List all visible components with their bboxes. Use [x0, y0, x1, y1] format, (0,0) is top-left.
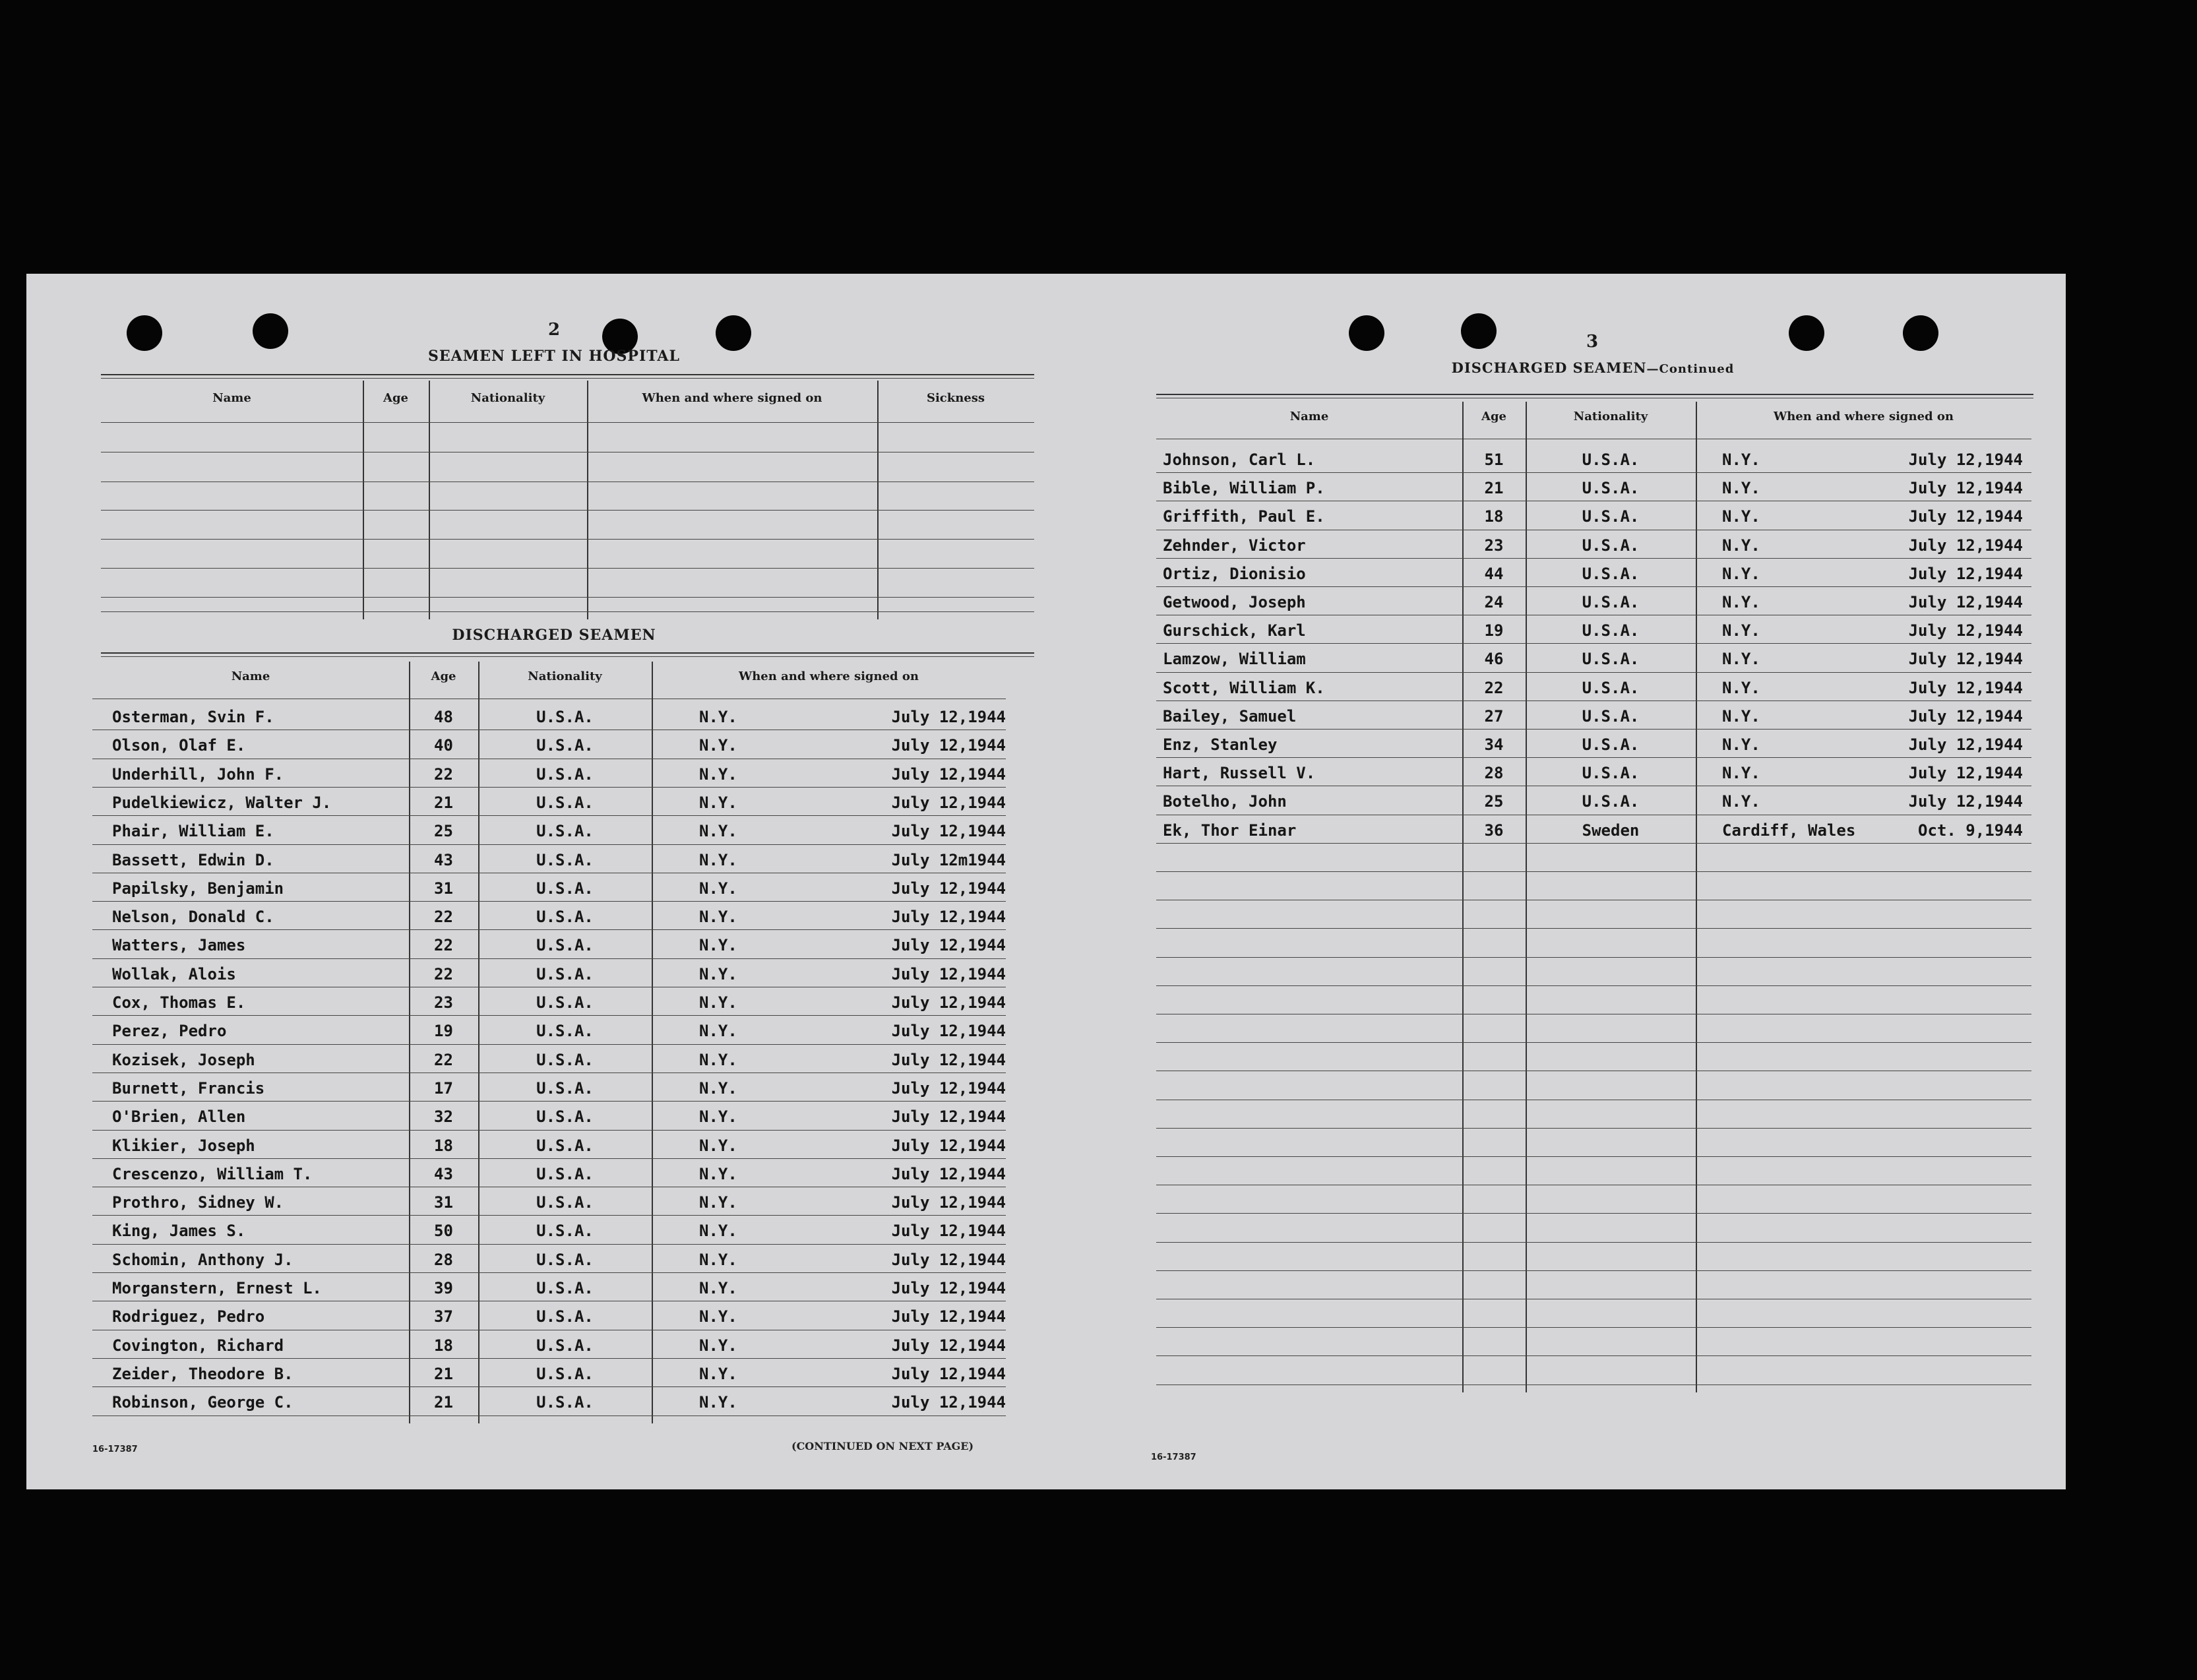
signed-on-place: N.Y. [699, 1250, 737, 1269]
signed-on-date: July 12,1944 [891, 1336, 1006, 1355]
signed-on-place: N.Y. [699, 1164, 737, 1183]
seaman-nationality: U.S.A. [536, 1336, 594, 1355]
row-line [92, 1101, 1006, 1102]
seaman-age: 18 [1484, 507, 1504, 526]
seaman-name: Zeider, Theodore B. [112, 1364, 294, 1383]
seaman-age: 28 [434, 1250, 453, 1269]
seaman-age: 51 [1484, 451, 1504, 469]
seaman-name: Underhill, John F. [112, 764, 284, 784]
row-line [92, 1272, 1006, 1273]
signed-on-date: July 12,1944 [891, 1364, 1006, 1383]
seaman-name: Bailey, Samuel [1163, 706, 1297, 726]
signed-on-date: July 12,1944 [891, 993, 1006, 1012]
seaman-age: 28 [1484, 764, 1504, 783]
column-header-sickness: Sickness [926, 391, 985, 405]
row-line [92, 901, 1006, 902]
signed-on-date: July 12,1944 [1908, 650, 2023, 669]
seaman-nationality: U.S.A. [536, 1164, 594, 1183]
signed-on-date: July 12,1944 [891, 1193, 1006, 1212]
signed-on-date: July 12,1944 [891, 1307, 1006, 1326]
row-line [1156, 700, 2031, 701]
seaman-name: Robinson, George C. [112, 1393, 294, 1412]
seaman-nationality: U.S.A. [536, 764, 594, 784]
row-line [101, 422, 1034, 423]
seaman-age: 46 [1484, 650, 1504, 669]
seaman-name: Phair, William E. [112, 822, 274, 841]
row-line [92, 958, 1006, 959]
row-line [1156, 928, 2031, 929]
column-header-name: Name [1289, 410, 1329, 423]
column-divider [429, 381, 430, 619]
signed-on-date: July 12,1944 [1908, 507, 2023, 526]
column-header-nationality: Nationality [470, 391, 545, 405]
signed-on-place: Cardiff, Wales [1722, 821, 1856, 840]
seaman-nationality: U.S.A. [536, 850, 594, 869]
seaman-age: 21 [1484, 479, 1504, 498]
seaman-nationality: U.S.A. [1582, 792, 1640, 811]
seaman-name: Bassett, Edwin D. [112, 850, 274, 869]
seaman-age: 34 [1484, 735, 1504, 754]
seaman-age: 22 [434, 1050, 453, 1069]
row-line [92, 787, 1006, 788]
signed-on-date: July 12,1944 [1908, 764, 2023, 783]
page-number: 3 [1586, 332, 1599, 352]
seaman-nationality: U.S.A. [536, 793, 594, 812]
row-line [1156, 957, 2031, 958]
seaman-nationality: U.S.A. [536, 1364, 594, 1383]
seaman-name: Covington, Richard [112, 1336, 284, 1355]
row-line [1156, 1242, 2031, 1243]
row-line [101, 568, 1034, 569]
signed-on-date: July 12,1944 [891, 708, 1006, 726]
seaman-name: Papilsky, Benjamin [112, 879, 284, 898]
signed-on-place: N.Y. [699, 1193, 737, 1212]
seaman-age: 37 [434, 1307, 453, 1326]
row-line [92, 1358, 1006, 1359]
signed-on-place: N.Y. [1722, 735, 1760, 754]
seaman-name: Griffith, Paul E. [1163, 507, 1325, 526]
signed-on-date: July 12m1944 [891, 850, 1006, 869]
seaman-name: Osterman, Svin F. [112, 708, 274, 726]
signed-on-place: N.Y. [1722, 706, 1760, 726]
seaman-nationality: U.S.A. [1582, 593, 1640, 611]
signed-on-date: July 12,1944 [1908, 706, 2023, 726]
discharged-continued-title [1342, 359, 1843, 376]
seaman-nationality: U.S.A. [536, 1193, 594, 1212]
seaman-age: 32 [434, 1107, 453, 1127]
seaman-age: 21 [434, 793, 453, 812]
row-line [92, 1044, 1006, 1045]
seaman-nationality: U.S.A. [536, 1050, 594, 1069]
signed-on-date: July 12,1944 [891, 822, 1006, 841]
form-code: 16-17387 [92, 1445, 138, 1454]
signed-on-date: July 12,1944 [891, 793, 1006, 812]
seaman-age: 18 [434, 1136, 453, 1155]
seaman-age: 19 [434, 1022, 453, 1041]
seaman-nationality: U.S.A. [536, 908, 594, 927]
seaman-name: Klikier, Joseph [112, 1136, 255, 1155]
signed-on-place: N.Y. [699, 1136, 737, 1155]
hospital-section-title: SEAMEN LEFT IN HOSPITAL [428, 348, 680, 365]
signed-on-date: July 12,1944 [1908, 451, 2023, 469]
row-line [92, 1015, 1006, 1016]
seaman-name: Bible, William P. [1163, 479, 1325, 498]
seaman-age: 21 [434, 1393, 453, 1412]
seaman-name: Ortiz, Dionisio [1163, 564, 1306, 583]
seaman-name: Prothro, Sidney W. [112, 1193, 284, 1212]
seaman-name: King, James S. [112, 1222, 246, 1241]
seaman-nationality: U.S.A. [1582, 735, 1640, 754]
row-line [92, 1215, 1006, 1216]
title-suffix: —Continued [1646, 362, 1735, 376]
seaman-nationality: U.S.A. [536, 1078, 594, 1098]
seaman-age: 22 [434, 764, 453, 784]
row-line [1156, 672, 2031, 673]
row-line [92, 1386, 1006, 1387]
row-line [1156, 558, 2031, 559]
seaman-name: Gurschick, Karl [1163, 621, 1306, 640]
signed-on-place: N.Y. [1722, 451, 1760, 469]
row-line [92, 815, 1006, 816]
signed-on-place: N.Y. [699, 936, 737, 955]
seaman-name: Ek, Thor Einar [1163, 821, 1297, 840]
seaman-age: 17 [434, 1078, 453, 1098]
seaman-nationality: U.S.A. [536, 1250, 594, 1269]
seaman-age: 27 [1484, 706, 1504, 726]
signed-on-place: N.Y. [699, 1307, 737, 1326]
signed-on-date: July 12,1944 [891, 1250, 1006, 1269]
seaman-name: Nelson, Donald C. [112, 908, 274, 927]
signed-on-date: July 12,1944 [891, 1393, 1006, 1412]
signed-on-place: N.Y. [1722, 621, 1760, 640]
signed-on-date: July 12,1944 [891, 964, 1006, 983]
signed-on-place: N.Y. [1722, 564, 1760, 583]
seaman-age: 21 [434, 1364, 453, 1383]
signed-on-place: N.Y. [699, 993, 737, 1012]
seaman-age: 25 [434, 822, 453, 841]
signed-on-place: N.Y. [1722, 764, 1760, 783]
signed-on-place: N.Y. [1722, 678, 1760, 697]
seaman-nationality: U.S.A. [536, 1307, 594, 1326]
seaman-age: 23 [434, 993, 453, 1012]
row-line [1156, 586, 2031, 587]
seaman-name: Burnett, Francis [112, 1078, 265, 1098]
row-line [1156, 643, 2031, 644]
seaman-nationality: U.S.A. [536, 993, 594, 1012]
seaman-age: 22 [434, 964, 453, 983]
seaman-name: Botelho, John [1163, 792, 1287, 811]
seaman-age: 43 [434, 1164, 453, 1183]
column-header-name: Name [231, 669, 270, 683]
signed-on-place: N.Y. [699, 850, 737, 869]
row-line [101, 539, 1034, 540]
seaman-name: Schomin, Anthony J. [112, 1250, 294, 1269]
signed-on-place: N.Y. [699, 1364, 737, 1383]
row-line [101, 597, 1034, 598]
signed-on-place: N.Y. [699, 964, 737, 983]
signed-on-date: July 12,1944 [891, 1022, 1006, 1041]
seaman-name: Watters, James [112, 936, 246, 955]
seaman-name: Cox, Thomas E. [112, 993, 246, 1012]
column-header-age: Age [383, 391, 408, 405]
seaman-age: 40 [434, 736, 453, 755]
signed-on-date: July 12,1944 [891, 1164, 1006, 1183]
seaman-age: 50 [434, 1222, 453, 1241]
column-header-nationality: Nationality [528, 669, 602, 683]
signed-on-date: July 12,1944 [891, 908, 1006, 927]
signed-on-date: July 12,1944 [1908, 621, 2023, 640]
seaman-age: 31 [434, 879, 453, 898]
seaman-nationality: U.S.A. [1582, 621, 1640, 640]
signed-on-place: N.Y. [1722, 792, 1760, 811]
seaman-nationality: U.S.A. [1582, 564, 1640, 583]
seaman-age: 48 [434, 708, 453, 726]
row-line [1156, 1156, 2031, 1157]
seaman-name: Crescenzo, William T. [112, 1164, 313, 1183]
seaman-name: Wollak, Alois [112, 964, 236, 983]
seaman-nationality: U.S.A. [536, 1136, 594, 1155]
seaman-nationality: U.S.A. [1582, 479, 1640, 498]
seaman-name: Johnson, Carl L. [1163, 451, 1316, 469]
seaman-nationality: U.S.A. [536, 1107, 594, 1127]
signed-on-place: N.Y. [699, 879, 737, 898]
form-code: 16-17387 [1151, 1452, 1196, 1462]
signed-on-date: July 12,1944 [1908, 735, 2023, 754]
seaman-age: 39 [434, 1279, 453, 1297]
seaman-name: Scott, William K. [1163, 678, 1325, 697]
seaman-nationality: Sweden [1582, 821, 1640, 840]
row-line [101, 611, 1034, 612]
seaman-nationality: U.S.A. [536, 879, 594, 898]
title-main: DISCHARGED SEAMEN [1451, 359, 1647, 376]
seaman-nationality: U.S.A. [536, 1393, 594, 1412]
signed-on-place: N.Y. [699, 708, 737, 726]
signed-on-place: N.Y. [699, 1078, 737, 1098]
column-header-when-where: When and where signed on [642, 391, 822, 405]
row-line [1156, 1128, 2031, 1129]
row-line [1156, 871, 2031, 872]
signed-on-place: N.Y. [699, 1336, 737, 1355]
row-line [1156, 1042, 2031, 1043]
seaman-nationality: U.S.A. [536, 1022, 594, 1041]
seaman-name: Morganstern, Ernest L. [112, 1279, 322, 1297]
seaman-nationality: U.S.A. [536, 964, 594, 983]
signed-on-date: July 12,1944 [891, 1222, 1006, 1241]
signed-on-place: N.Y. [699, 793, 737, 812]
seaman-name: O'Brien, Allen [112, 1107, 246, 1127]
signed-on-date: July 12,1944 [891, 1078, 1006, 1098]
signed-on-place: N.Y. [1722, 593, 1760, 611]
signed-on-place: N.Y. [699, 1050, 737, 1069]
column-header-when-where: When and where signed on [739, 669, 919, 683]
seaman-nationality: U.S.A. [1582, 764, 1640, 783]
seaman-nationality: U.S.A. [1582, 678, 1640, 697]
row-line [1156, 472, 2031, 473]
signed-on-place: N.Y. [699, 736, 737, 755]
page-3 [1045, 274, 2066, 1489]
signed-on-date: July 12,1944 [1908, 564, 2023, 583]
signed-on-date: July 12,1944 [1908, 536, 2023, 555]
seaman-age: 24 [1484, 593, 1504, 611]
row-line [1156, 1355, 2031, 1356]
seaman-nationality: U.S.A. [536, 822, 594, 841]
column-divider [652, 662, 653, 1423]
seaman-nationality: U.S.A. [1582, 536, 1640, 555]
seaman-name: Lamzow, William [1163, 650, 1306, 669]
signed-on-date: July 12,1944 [891, 736, 1006, 755]
seaman-nationality: U.S.A. [536, 1222, 594, 1241]
seaman-name: Zehnder, Victor [1163, 536, 1306, 555]
signed-on-place: N.Y. [699, 1222, 737, 1241]
row-line [92, 929, 1006, 930]
seaman-name: Rodriguez, Pedro [112, 1307, 265, 1326]
row-line [101, 510, 1034, 511]
signed-on-place: N.Y. [699, 1107, 737, 1127]
row-line [1156, 1213, 2031, 1214]
signed-on-date: July 12,1944 [891, 764, 1006, 784]
column-header-age: Age [431, 669, 456, 683]
seaman-nationality: U.S.A. [1582, 451, 1640, 469]
seaman-age: 19 [1484, 621, 1504, 640]
column-divider [363, 381, 364, 619]
row-line [1156, 1270, 2031, 1271]
continued-note: (CONTINUED ON NEXT PAGE) [791, 1440, 974, 1452]
signed-on-date: July 12,1944 [1908, 678, 2023, 697]
column-divider [877, 381, 879, 619]
row-line [1156, 1384, 2031, 1385]
row-line [1156, 729, 2031, 730]
column-header-age: Age [1481, 410, 1506, 423]
seaman-name: Kozisek, Joseph [112, 1050, 255, 1069]
row-line [1156, 1327, 2031, 1328]
row-line [1156, 985, 2031, 986]
seaman-nationality: U.S.A. [536, 708, 594, 726]
page-2 [26, 274, 1045, 1489]
seaman-age: 43 [434, 850, 453, 869]
row-line [92, 1244, 1006, 1245]
seaman-nationality: U.S.A. [1582, 507, 1640, 526]
row-line [92, 844, 1006, 845]
column-divider [587, 381, 588, 619]
seaman-age: 44 [1484, 564, 1504, 583]
signed-on-place: N.Y. [1722, 536, 1760, 555]
seaman-age: 22 [434, 908, 453, 927]
seaman-age: 31 [434, 1193, 453, 1212]
column-divider [1696, 402, 1697, 1392]
row-line [92, 1158, 1006, 1159]
signed-on-place: N.Y. [699, 1279, 737, 1297]
seaman-nationality: U.S.A. [536, 936, 594, 955]
signed-on-date: July 12,1944 [1908, 792, 2023, 811]
seaman-name: Perez, Pedro [112, 1022, 227, 1041]
signed-on-date: July 12,1944 [1908, 593, 2023, 611]
seaman-nationality: U.S.A. [1582, 706, 1640, 726]
row-line [1156, 757, 2031, 758]
seaman-nationality: U.S.A. [536, 1279, 594, 1297]
signed-on-date: July 12,1944 [891, 1107, 1006, 1127]
seaman-age: 22 [434, 936, 453, 955]
signed-on-place: N.Y. [699, 764, 737, 784]
signed-on-place: N.Y. [1722, 507, 1760, 526]
seaman-age: 22 [1484, 678, 1504, 697]
seaman-name: Pudelkiewicz, Walter J. [112, 793, 332, 812]
signed-on-place: N.Y. [699, 1022, 737, 1041]
signed-on-place: N.Y. [699, 908, 737, 927]
signed-on-date: July 12,1944 [891, 879, 1006, 898]
row-line [92, 1130, 1006, 1131]
signed-on-date: July 12,1944 [891, 1136, 1006, 1155]
column-header-nationality: Nationality [1573, 410, 1648, 423]
seaman-name: Enz, Stanley [1163, 735, 1278, 754]
signed-on-date: July 12,1944 [891, 1050, 1006, 1069]
seaman-name: Hart, Russell V. [1163, 764, 1316, 783]
signed-on-date: July 12,1944 [1908, 479, 2023, 498]
seaman-age: 18 [434, 1336, 453, 1355]
signed-on-date: Oct. 9,1944 [1918, 821, 2023, 840]
seaman-age: 25 [1484, 792, 1504, 811]
seaman-age: 36 [1484, 821, 1504, 840]
discharged-section-title: DISCHARGED SEAMEN [452, 627, 656, 644]
row-line [1156, 843, 2031, 844]
signed-on-date: July 12,1944 [891, 1279, 1006, 1297]
signed-on-place: N.Y. [1722, 650, 1760, 669]
column-header-name: Name [212, 391, 251, 405]
crew-list-sheet [26, 274, 2066, 1489]
seaman-name: Getwood, Joseph [1163, 593, 1306, 611]
signed-on-place: N.Y. [1722, 479, 1760, 498]
signed-on-place: N.Y. [699, 822, 737, 841]
column-header-when-where: When and where signed on [1774, 410, 1954, 423]
signed-on-place: N.Y. [699, 1393, 737, 1412]
seaman-nationality: U.S.A. [536, 736, 594, 755]
seaman-name: Olson, Olaf E. [112, 736, 246, 755]
signed-on-date: July 12,1944 [891, 936, 1006, 955]
page-number: 2 [547, 320, 561, 340]
seaman-age: 23 [1484, 536, 1504, 555]
seaman-nationality: U.S.A. [1582, 650, 1640, 669]
